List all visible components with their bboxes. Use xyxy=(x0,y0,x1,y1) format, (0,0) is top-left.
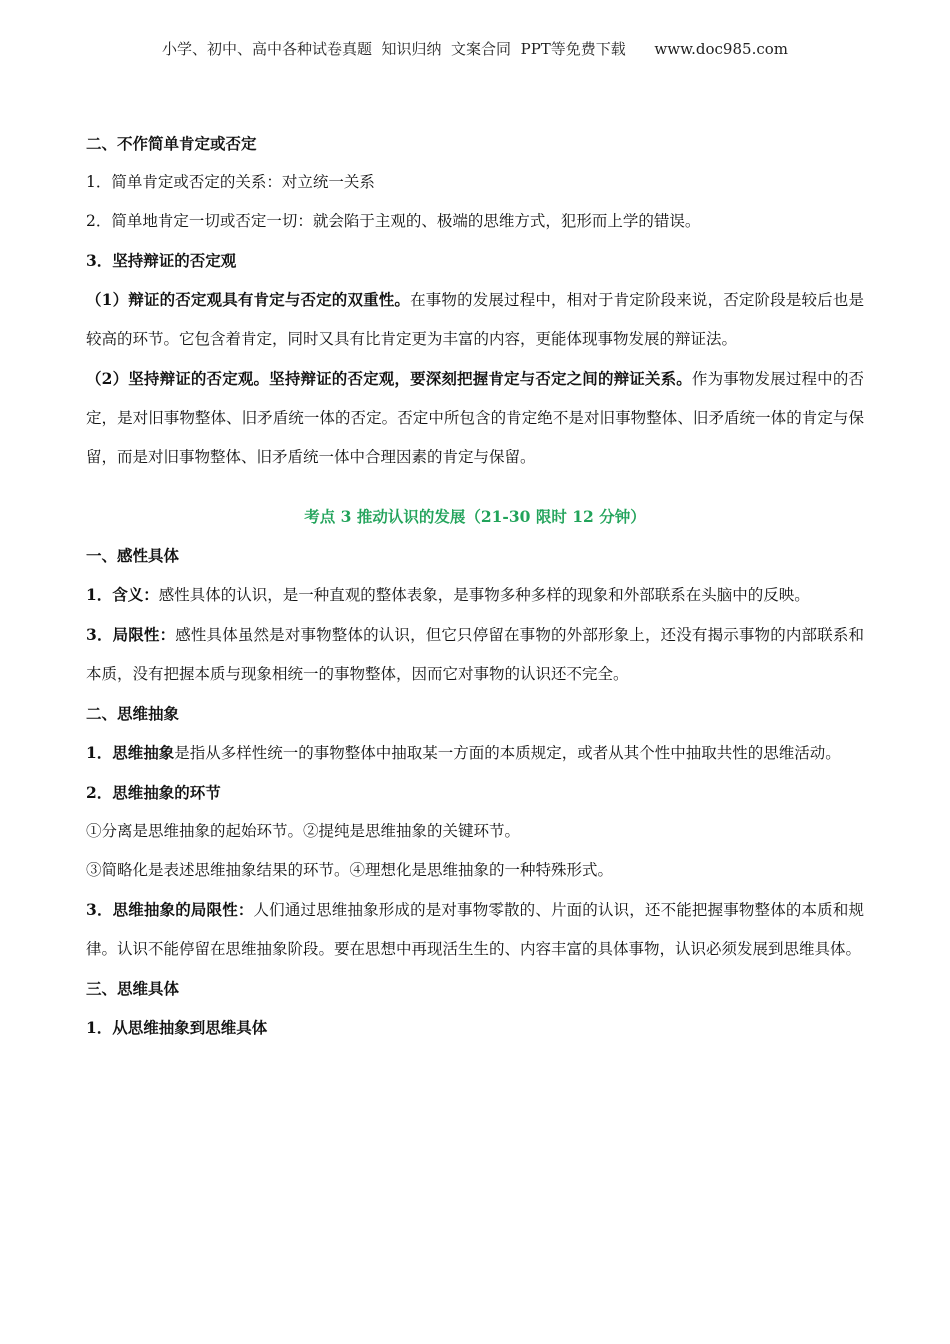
spacer xyxy=(86,477,864,497)
paragraph xyxy=(86,615,864,694)
document-body xyxy=(86,124,864,1047)
bold-lead: 1．思维抽象 xyxy=(86,743,175,762)
paragraph-text: 人们通过思维抽象形成的是对事物零散的、片面的认识，还不能把握事物整体的本质和规律。认识不能停留在思维抽象阶段。要在思想中再现活生生的、内容丰富的具体事物，认识必须发展到思维具体。 xyxy=(86,901,864,958)
paragraph-text: 感性具体虽然是对事物整体的认识，但它只停留在事物的外部形象上，还没有揭示事物的内部联系和本质，没有把握本质与现象相统一的事物整体，因而它对事物的认识还不完全。 xyxy=(86,626,864,683)
paragraph-text: 感性具体的认识，是一种直观的整体表象，是事物多种多样的现象和外部联系在头脑中的反映。 xyxy=(158,586,810,604)
paragraph: 1．简单肯定或否定的关系：对立统一关系 xyxy=(86,173,375,191)
section-title-abstraction: 二、思维抽象 xyxy=(86,704,180,723)
paragraph: ①分离是思维抽象的起始环节。②提纯是思维抽象的关键环节。 xyxy=(86,822,521,840)
bold-lead: 3．局限性： xyxy=(86,625,176,644)
section-title-concrete-thinking: 三、思维具体 xyxy=(86,979,180,998)
subsection-title: 2．思维抽象的环节 xyxy=(86,783,221,802)
subsection-title: 1．从思维抽象到思维具体 xyxy=(86,1018,268,1037)
bold-lead: 3．思维抽象的局限性： xyxy=(86,900,254,919)
kaodian-title: 考点 3 推动认识的发展（21-30 限时 12 分钟） xyxy=(304,507,646,526)
bold-lead: （2）坚持辩证的否定观。坚持辩证的否定观，要深刻把握肯定与否定之间的辩证关系。 xyxy=(86,369,692,388)
subsection-title: 3．坚持辩证的否定观 xyxy=(86,251,237,270)
paragraph xyxy=(86,890,864,969)
bold-lead: 1．含义： xyxy=(86,585,159,604)
bold-lead: （1）辩证的否定观具有肯定与否定的双重性。 xyxy=(86,290,411,309)
paragraph xyxy=(86,359,864,477)
paragraph xyxy=(86,575,864,615)
paragraph-text: 是指从多样性统一的事物整体中抽取某一方面的本质规定，或者从其个性中抽取共性的思维活动。 xyxy=(174,744,841,762)
paragraph: ③简略化是表述思维抽象结果的环节。④理想化是思维抽象的一种特殊形式。 xyxy=(86,861,614,879)
page-header: 小学、初中、高中各种试卷真题 知识归纳 文案合同 PPT等免费下载 www.doc985.com xyxy=(161,40,788,58)
section-title-no-simple-affirm: 二、不作简单肯定或否定 xyxy=(86,134,257,153)
paragraph: 2．简单地肯定一切或否定一切：就会陷于主观的、极端的思维方式，犯形而上学的错误。 xyxy=(86,212,701,230)
section-title-perceptual: 一、感性具体 xyxy=(86,546,180,565)
paragraph xyxy=(86,280,864,359)
paragraph-text: 作为事物发展过程中的否定，是对旧事物整体、旧矛盾统一体的否定。否定中所包含的肯定绝不是对旧事物整体、旧矛盾统一体的肯定与保留，而是对旧事物整体、旧矛盾统一体中合理因素的肯定与保留。 xyxy=(86,370,864,466)
paragraph-text: 在事物的发展过程中，相对于肯定阶段来说，否定阶段是较后也是较高的环节。它包含着肯定，同时又具有比肯定更为丰富的内容，更能体现事物发展的辩证法。 xyxy=(86,291,864,348)
paragraph xyxy=(86,733,864,773)
